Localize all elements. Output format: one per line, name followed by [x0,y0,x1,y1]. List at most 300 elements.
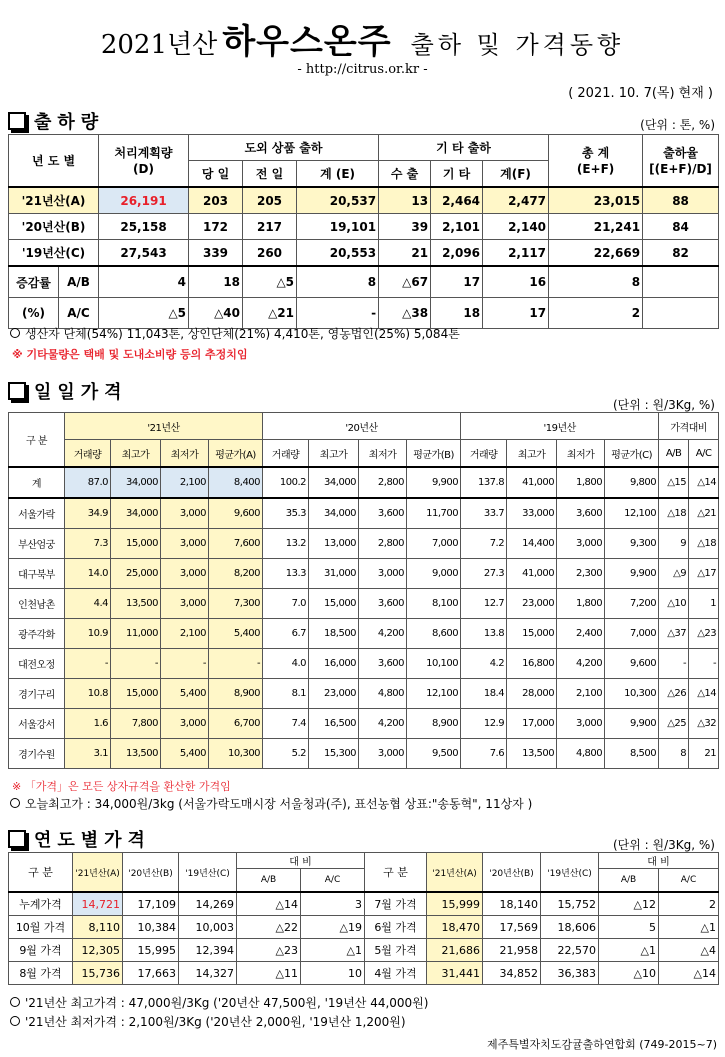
cell: 2 [549,298,643,329]
price-cell: △26 [659,679,689,709]
price-cell: 5,400 [209,619,263,649]
price-cell: 6,700 [209,709,263,739]
col-sum-e: 계 (E) [297,161,379,188]
price-cell: 27.3 [461,559,507,589]
cell: 22,669 [549,240,643,267]
col-max: 최고가 [111,440,161,468]
price-cell: 10,300 [209,739,263,769]
row-period-name: 10월 가격 [9,916,73,939]
price-cell: 34,852 [483,962,541,985]
price-cell: 3,000 [161,529,209,559]
cell: 4 [99,266,189,298]
shipment-note-1: 생산자 단체(54%) 11,043톤, 상인단체(21%) 4,410톤, 영농법인(25%) 5,084톤 [10,325,460,342]
col-y20: '20년산(B) [483,853,541,893]
price-cell: 14,269 [179,892,237,916]
price-cell: 31,441 [427,962,483,985]
price-cell: 7,300 [209,589,263,619]
price-cell: 18,140 [483,892,541,916]
price-cell: 100.2 [263,467,309,498]
price-cell: 2,300 [557,559,605,589]
price-cell: 21,686 [427,939,483,962]
cell: 2,464 [431,187,483,214]
col-y19: '19년산(C) [179,853,237,893]
price-cell: 7,000 [407,529,461,559]
price-cell: 25,000 [111,559,161,589]
price-cell: 7,200 [605,589,659,619]
cell: 8 [297,266,379,298]
price-cell: 2,800 [359,529,407,559]
row-market-name: 계 [9,467,65,498]
title-brand: 하우스온주 [222,22,392,62]
cell: 8 [549,266,643,298]
plan-value: 27,543 [99,240,189,267]
price-cell: △14 [237,892,301,916]
price-cell: △22 [237,916,301,939]
price-cell: 10 [301,962,365,985]
price-cell: 34,000 [111,498,161,529]
cell: 21 [379,240,431,267]
price-cell: 13,000 [309,529,359,559]
price-cell: 34.9 [65,498,111,529]
price-cell: 7,600 [209,529,263,559]
price-cell: 2,100 [557,679,605,709]
price-cell: 7.3 [65,529,111,559]
cell: 2,096 [431,240,483,267]
table-row [9,739,719,769]
price-cell: △15 [659,467,689,498]
price-cell: 11,000 [111,619,161,649]
daily-price-table [8,412,719,769]
price-cell: 4,200 [359,619,407,649]
cell: 205 [243,187,297,214]
price-cell: 21 [689,739,719,769]
price-cell: 15,736 [73,962,123,985]
price-cell: 12,305 [73,939,123,962]
col-other: 기 타 출하 [379,135,549,161]
col-gubun: 구 분 [9,853,73,893]
checkbox-square-icon [8,830,26,848]
price-cell: 9,900 [407,467,461,498]
table-row [9,649,719,679]
price-cell: △18 [689,529,719,559]
price-cell: 13,500 [111,739,161,769]
price-cell: 16,000 [309,649,359,679]
daily-note-2: 오늘최고가 : 34,000원/3kg (서울가락도매시장 서울청과(주), 표선농협 상표:"송동혁", 11상자 ) [10,795,532,812]
cell: △21 [243,298,297,329]
price-cell: 3,000 [557,709,605,739]
yearly-price-table [8,852,719,985]
price-cell: 3,000 [557,529,605,559]
yearly-note-1: '21년산 최고가격 : 47,000원/3Kg ('20년산 47,500원, '19년산 44,000원) [10,994,428,1011]
price-cell: 3,000 [161,709,209,739]
col-ac: A/C [301,869,365,893]
price-cell: 9,900 [605,559,659,589]
price-cell: 3,000 [161,589,209,619]
table-row [9,679,719,709]
row-market-name: 서울강서 [9,709,65,739]
price-cell: 1.6 [65,709,111,739]
col-avg: 평균가(B) [407,440,461,468]
price-cell: 10,300 [605,679,659,709]
price-cell: △14 [689,467,719,498]
price-cell: 14,400 [507,529,557,559]
footer-org: 제주특별자치도감귤출하연합회 (749-2015~7) [486,1038,717,1051]
price-cell: △12 [599,892,659,916]
price-cell: △1 [301,939,365,962]
table-row [9,962,719,985]
cell: - [297,298,379,329]
price-cell: 8,600 [407,619,461,649]
price-cell: 4,800 [557,739,605,769]
table-row [9,619,719,649]
price-cell: 3,000 [161,559,209,589]
price-cell: 7.2 [461,529,507,559]
shipment-unit: (단위 : 톤, %) [640,118,715,132]
row-period-name: 9월 가격 [9,939,73,962]
table-row [9,498,719,529]
price-cell: 18,606 [541,916,599,939]
price-cell: 4.2 [461,649,507,679]
price-cell: 8 [659,739,689,769]
table-row [9,916,719,939]
cell: △5 [243,266,297,298]
row-market-name: 경기구리 [9,679,65,709]
price-cell: - [65,649,111,679]
price-cell: 2,100 [161,467,209,498]
cell: 39 [379,214,431,240]
price-cell: 3,000 [359,559,407,589]
col-gubun: 구 분 [9,413,65,468]
yearly-note-2: '21년산 최저가격 : 2,100원/3Kg ('20년산 2,000원, '19년산 1,200원) [10,1013,406,1030]
price-cell: △23 [237,939,301,962]
price-cell: 9,600 [605,649,659,679]
cell: 18 [189,266,243,298]
price-cell: 31,000 [309,559,359,589]
table-row [9,589,719,619]
plan-value: 25,158 [99,214,189,240]
price-cell: 9,000 [407,559,461,589]
row-period-name: 8월 가격 [9,962,73,985]
row-period-name: 4월 가격 [365,962,427,985]
price-cell: 8,200 [209,559,263,589]
row-period-name: 누계가격 [9,892,73,916]
table-row [9,939,719,962]
cell: 2,101 [431,214,483,240]
price-cell: 6.7 [263,619,309,649]
price-cell: 7.4 [263,709,309,739]
cell [643,298,719,329]
price-cell: 34,000 [309,498,359,529]
price-cell: 13.2 [263,529,309,559]
col-plan: 처리계획량 (D) [99,135,189,188]
price-cell: - [689,649,719,679]
shipment-table [8,134,719,329]
price-cell: 12,100 [407,679,461,709]
price-cell: 34,000 [111,467,161,498]
price-cell: 8,400 [209,467,263,498]
price-cell: 13.3 [263,559,309,589]
price-cell: 15,000 [111,679,161,709]
price-cell: 8,500 [605,739,659,769]
price-cell: 4.0 [263,649,309,679]
col-max: 최고가 [507,440,557,468]
price-cell: 11,700 [407,498,461,529]
price-cell: 87.0 [65,467,111,498]
price-cell: 17,109 [123,892,179,916]
col-y20: '20년산(B) [123,853,179,893]
cell: 23,015 [549,187,643,214]
circle-bullet-icon [10,997,20,1007]
price-cell: 9,500 [407,739,461,769]
price-cell: 18,470 [427,916,483,939]
price-cell: 3,600 [359,589,407,619]
price-cell: 12,100 [605,498,659,529]
price-cell: 10.8 [65,679,111,709]
price-cell: 21,958 [483,939,541,962]
row-label: '20년산(B) [9,214,99,240]
cell: 84 [643,214,719,240]
daily-unit: (단위 : 원/3Kg, %) [612,398,715,412]
price-cell: △32 [689,709,719,739]
cell: 20,537 [297,187,379,214]
price-cell: 137.8 [461,467,507,498]
price-cell: 13.8 [461,619,507,649]
row-market-name: 광주각화 [9,619,65,649]
price-cell: 3,600 [359,649,407,679]
col-min: 최저가 [359,440,407,468]
price-cell: 10,003 [179,916,237,939]
plan-value: 26,191 [99,187,189,214]
price-cell: 7,800 [111,709,161,739]
price-cell: 8,900 [209,679,263,709]
price-cell: △18 [659,498,689,529]
cell: 339 [189,240,243,267]
col-ab: A/B [237,869,301,893]
cell: 20,553 [297,240,379,267]
document-title [0,14,725,63]
price-cell: 15,999 [427,892,483,916]
row-market-name: 인천남촌 [9,589,65,619]
col-y19: '19년산 [461,413,659,440]
cell: 17 [483,298,549,329]
chg-key: A/C [59,298,99,329]
table-row [9,559,719,589]
price-cell: △17 [689,559,719,589]
col-ab: A/B [599,869,659,893]
price-cell: 2,800 [359,467,407,498]
price-cell: 3.1 [65,739,111,769]
col-vol: 거래량 [263,440,309,468]
col-ab: A/B [659,440,689,468]
price-cell: 1 [689,589,719,619]
price-cell: 15,995 [123,939,179,962]
col-vol: 거래량 [461,440,507,468]
chg-label: (%) [9,298,59,329]
row-label: '21년산(A) [9,187,99,214]
price-cell: 4,200 [557,649,605,679]
price-cell: 4,800 [359,679,407,709]
price-cell: 5,400 [161,679,209,709]
price-cell: 18.4 [461,679,507,709]
cell: △38 [379,298,431,329]
col-rate: 출하율 [(E+F)/D] [643,135,719,188]
cell: 203 [189,187,243,214]
report-date: ( 2021. 10. 7(목) 현재 ) [568,86,713,101]
col-vol: 거래량 [65,440,111,468]
row-label: '19년산(C) [9,240,99,267]
price-cell: 14.0 [65,559,111,589]
row-period-name: 5월 가격 [365,939,427,962]
chg-label: 증감률 [9,266,59,298]
col-etc: 기 타 [431,161,483,188]
price-cell: 8,900 [407,709,461,739]
price-cell: △25 [659,709,689,739]
price-cell: △14 [689,679,719,709]
table-row [9,892,719,916]
price-cell: 34,000 [309,467,359,498]
price-cell: 5.2 [263,739,309,769]
price-cell: 22,570 [541,939,599,962]
price-cell: 7,000 [605,619,659,649]
price-cell: 14,721 [73,892,123,916]
price-cell: 12.7 [461,589,507,619]
table-row [9,467,719,498]
col-y21: '21년산(A) [427,853,483,893]
price-cell: △11 [237,962,301,985]
price-cell: △1 [659,916,719,939]
cell: 13 [379,187,431,214]
price-cell: 3 [301,892,365,916]
price-cell: 3,000 [359,739,407,769]
price-cell: 10.9 [65,619,111,649]
cell: △40 [189,298,243,329]
col-y20: '20년산 [263,413,461,440]
price-cell: 8.1 [263,679,309,709]
row-period-name: 6월 가격 [365,916,427,939]
price-cell: 28,000 [507,679,557,709]
table-row [9,709,719,739]
price-cell: 12,394 [179,939,237,962]
price-cell: 10,100 [407,649,461,679]
price-cell: 7.0 [263,589,309,619]
price-cell: 17,000 [507,709,557,739]
col-ac: A/C [659,869,719,893]
row-market-name: 대전오정 [9,649,65,679]
price-cell: △23 [689,619,719,649]
price-cell: - [161,649,209,679]
row-period-name: 7월 가격 [365,892,427,916]
price-cell: 15,000 [111,529,161,559]
col-cmp: 가격대비 [659,413,719,440]
price-cell: 14,327 [179,962,237,985]
title-subject: 출하 및 가격동향 [410,31,625,59]
price-cell: 33.7 [461,498,507,529]
price-cell: △9 [659,559,689,589]
cell: △67 [379,266,431,298]
col-avg: 평균가(C) [605,440,659,468]
price-cell: 8,100 [407,589,461,619]
cell: 18 [431,298,483,329]
col-prev: 전 일 [243,161,297,188]
section-daily-title: 일일가격 [8,378,128,404]
col-sum-f: 계(F) [483,161,549,188]
cell [643,266,719,298]
price-cell: 3,600 [359,498,407,529]
shipment-note-2: ※ 기타물량은 택배 및 도내소비량 등의 추정치임 [12,348,248,361]
price-cell: 35.3 [263,498,309,529]
price-cell: 9 [659,529,689,559]
price-cell: 9,600 [209,498,263,529]
price-cell: 2,100 [161,619,209,649]
price-cell: △37 [659,619,689,649]
price-cell: △4 [659,939,719,962]
cell: 88 [643,187,719,214]
site-url[interactable]: - http://citrus.or.kr - [297,62,428,77]
price-cell: 33,000 [507,498,557,529]
price-cell: 9,900 [605,709,659,739]
price-cell: 9,300 [605,529,659,559]
price-cell: △10 [659,589,689,619]
circle-bullet-icon [10,1016,20,1026]
cell: 217 [243,214,297,240]
cell: 17 [431,266,483,298]
row-market-name: 대구북부 [9,559,65,589]
price-cell: △10 [599,962,659,985]
cell: 172 [189,214,243,240]
price-cell: 18,500 [309,619,359,649]
col-ac: A/C [689,440,719,468]
col-y19: '19년산(C) [541,853,599,893]
price-cell: 5,400 [161,739,209,769]
section-yearly-title: 연도별가격 [8,826,151,852]
price-cell: △14 [659,962,719,985]
cell: 2,140 [483,214,549,240]
price-cell: 23,000 [309,679,359,709]
col-min: 최저가 [557,440,605,468]
price-cell: 41,000 [507,467,557,498]
price-cell: 5 [599,916,659,939]
price-cell: 1,800 [557,467,605,498]
cell: 2,117 [483,240,549,267]
price-cell: - [111,649,161,679]
col-today: 당 일 [189,161,243,188]
price-cell: 15,752 [541,892,599,916]
price-cell: 3,600 [557,498,605,529]
row-market-name: 부산엄궁 [9,529,65,559]
checkbox-square-icon [8,112,26,130]
cell: 21,241 [549,214,643,240]
price-cell: △19 [301,916,365,939]
price-cell: 2 [659,892,719,916]
circle-bullet-icon [10,328,20,338]
cell: 19,101 [297,214,379,240]
price-cell: 15,000 [507,619,557,649]
price-cell: 4,200 [359,709,407,739]
cell: 16 [483,266,549,298]
price-cell: 13,500 [507,739,557,769]
col-export: 수 출 [379,161,431,188]
price-cell: △1 [599,939,659,962]
chg-key: A/B [59,266,99,298]
price-cell: 16,500 [309,709,359,739]
checkbox-square-icon [8,382,26,400]
circle-bullet-icon [10,798,20,808]
row-market-name: 경기수원 [9,739,65,769]
col-avg: 평균가(A) [209,440,263,468]
table-row [9,529,719,559]
cell: △5 [99,298,189,329]
col-y21: '21년산 [65,413,263,440]
